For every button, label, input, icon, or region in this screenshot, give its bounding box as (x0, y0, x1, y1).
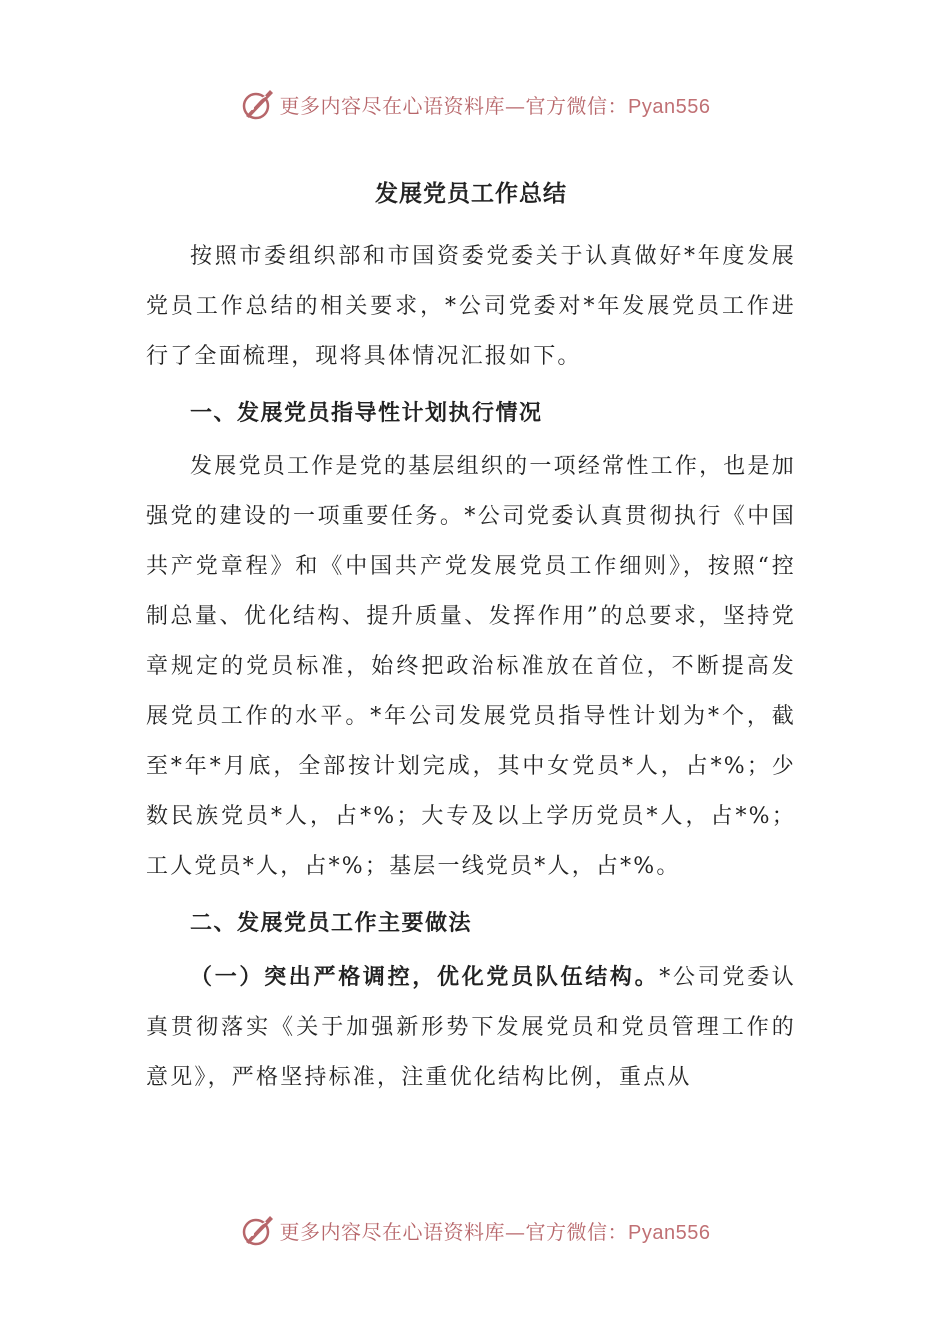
document-title: 发展党员工作总结 (375, 180, 567, 207)
quill-logo-icon (240, 1212, 276, 1248)
section-1-paragraph: 发展党员工作是党的基层组织的一项经常性工作，也是加强党的建设的一项重要任务。*公司党委认真贯彻执行《中国共产党章程》和《中国共产党发展党员工作细则》，按照“控制总量、优化结构、提升质量、发挥作用”的总要求，坚持党章规定的党员标准，始终把政治标准放在首位，不断提高发展党员工作的水平。*年公司发展党员指导性计划为*个，截至*年*月底，全部按计划完成，其中女党员*人，占*%；少数民族党员*人，占*%；大专及以上学历党员*人，占*%；工人党员*人，占*%；基层一线党员*人，占*%。 (146, 454, 796, 879)
watermark-text: 更多内容尽在心语资料库—官方微信：Pyan556 (279, 93, 711, 118)
section-1-heading: 一、发展党员指导性计划执行情况 (190, 400, 543, 426)
section-2-heading: 二、发展党员工作主要做法 (190, 910, 473, 936)
watermark-wechat-id: Pyan556 (628, 1221, 711, 1244)
watermark-text: 更多内容尽在心语资料库—官方微信：Pyan556 (279, 1219, 711, 1244)
document-body (146, 160, 796, 1103)
section-2-sub-1-title: （一）突出严格调控，优化党员队伍结构。 (190, 964, 660, 990)
section-2-sub-1-body: *公司党委认真贯彻落实《关于加强新形势下发展党员和党员管理工作的意见》，严格坚持标准，注重优化结构比例，重点从 (146, 965, 796, 1090)
watermark-footer (0, 1210, 950, 1250)
watermark-wechat-id: Pyan556 (628, 95, 711, 118)
quill-logo-icon (240, 86, 276, 122)
section-2-sub-1-paragraph (146, 952, 796, 1103)
intro-paragraph: 按照市委组织部和市国资委党委关于认真做好*年度发展党员工作总结的相关要求，*公司党委对*年发展党员工作进行了全面梳理，现将具体情况汇报如下。 (146, 244, 796, 369)
watermark-header (0, 84, 950, 124)
